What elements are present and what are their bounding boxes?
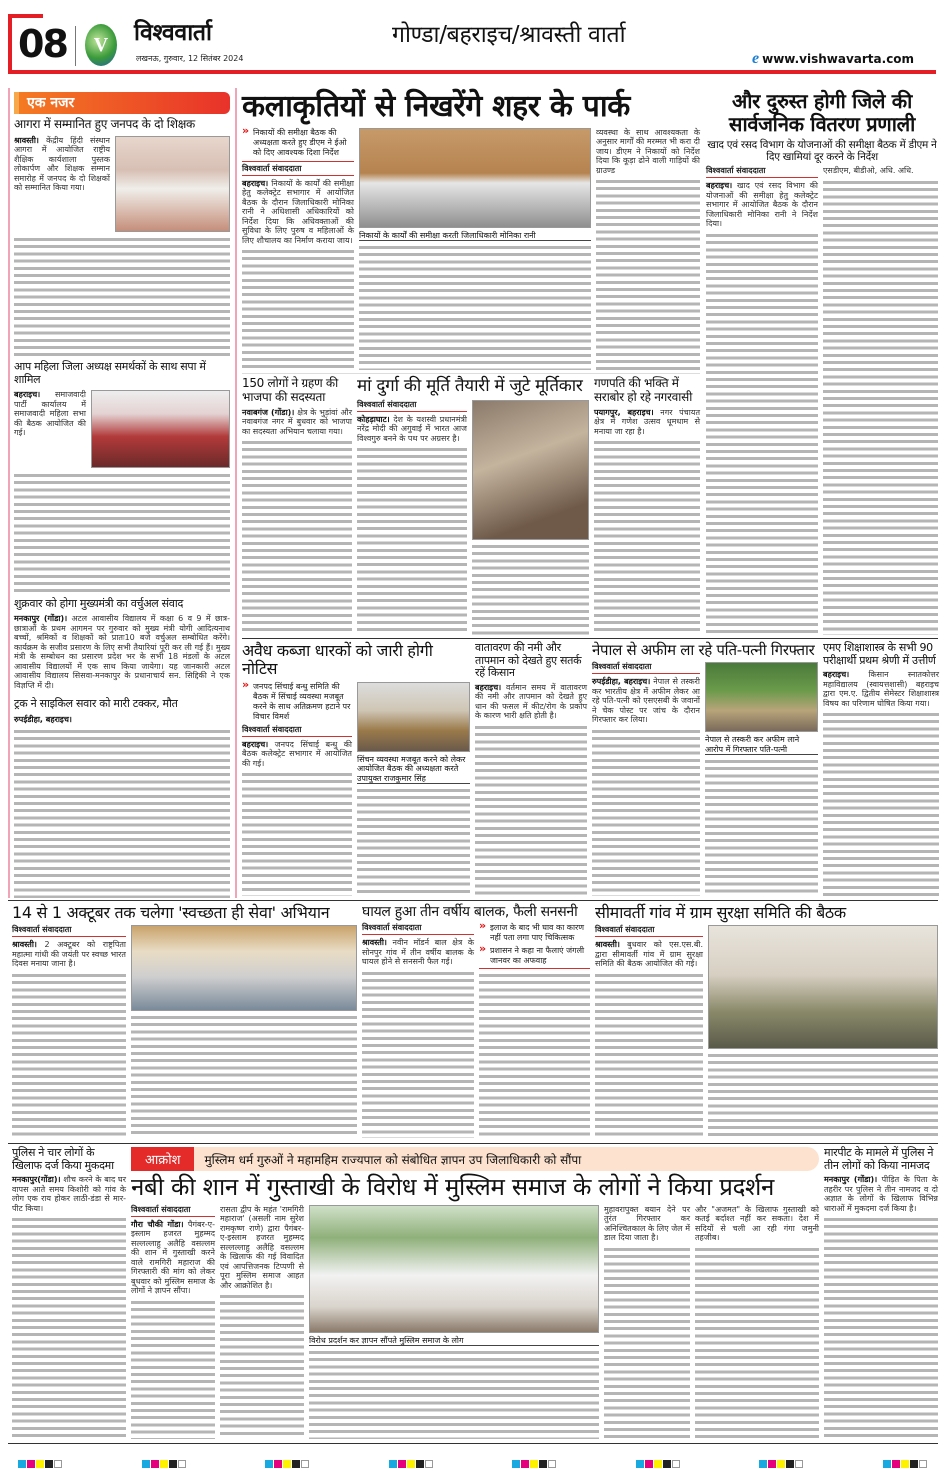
photo-review-meeting — [359, 128, 591, 228]
akrosh-banner — [131, 1147, 819, 1171]
assault-article: मनकापुर (गोंडा)। पीड़ित के पिता के तहरीर पर पुलिस ने तीन नामजद व दो अज्ञात के लोगों के खिलाफ विभिन्न धाराओं में मुकदमा दर्ज किया है। — [824, 1175, 938, 1213]
akrosh-headline: नबी की शान में गुस्ताखी के विरोध में मुस्लिम समाज के लोगों ने किया प्रदर्शन — [131, 1173, 775, 1201]
photo-aap-women — [91, 390, 230, 468]
left-column — [14, 92, 230, 898]
photo-teachers — [115, 136, 230, 232]
durga-headline: मां दुर्गा की मूर्ति तैयारी में जुटे मूर्तिकार — [357, 376, 583, 396]
photo-protest-memorandum — [309, 1205, 599, 1333]
akrosh-kicker: मुस्लिम धर्म गुरुओं ने महामहिम राज्यपाल को संबोधित ज्ञापन उप जिलाधिकारी को सौंपा — [204, 1152, 582, 1167]
opium-caption: नेपाल से तस्करी कर अफीम लाने आरोप में गिरफ्तार पति-पत्नी — [705, 735, 818, 755]
ganpati-article: पयागपुर, बहराइच। नगर पंचायत क्षेत्र में गणेश उत्सव धूमधाम से मनाया जा रहा है। — [594, 407, 700, 436]
encroach-caption: सिंचन व्यवस्था मजबूत करने को लेकर आयोजित बैठक की अध्यक्षता करते उपायुक्त राजकुमार सिंह — [357, 755, 470, 785]
pds-headline: और दुरुस्त होगी जिले की सार्वजनिक वितरण प्रणाली — [728, 89, 916, 136]
farmers-headline: वातावरण की नमी और तापमान को देखते हुए सतर्क रहें किसान — [475, 641, 582, 680]
headline-agra: आगरा में सम्मानित हुए जनपद के दो शिक्षक — [14, 117, 195, 131]
headline-truck: ट्रक ने साइकिल सवार को मारी टक्कर, मौत — [14, 697, 178, 711]
opium-article: रुपईडीहा, बहराइच। नेपाल से तस्करी कर भारतीय क्षेत्र में अफीम लेकर आ रहे पति-पत्नी को एसएसबी के जवानों ने चेक पोस्ट पर जांच के दौरान गिरफ्तार कर लिया। — [592, 677, 701, 725]
section-title: गोण्डा/बहराइच/श्रावस्ती वार्ता — [392, 22, 626, 48]
bjp-article: नवाबगंज (गोंडा)। क्षेत्र के भुड़ांवां और नवाबगंज नगर में बुधवार को भाजपा का सदस्यता अभियान चलाया गया। — [242, 407, 352, 436]
assault-headline: मारपीट के मामले में पुलिस ने तीन लोगों को किया नामजद — [824, 1146, 934, 1172]
ek-nazar-banner: एक नजर — [14, 92, 230, 114]
bjp-headline: 150 लोगों ने ग्रहण की भाजपा की सदस्यता — [242, 376, 338, 404]
opium-headline: नेपाल से अफीम ला रहे पति-पत्नी गिरफ्तार — [592, 641, 815, 659]
border-article: श्रावस्ती। बुधवार को एस.एस.बी. द्वारा सीमावर्ती गांव में ग्राम सुरक्षा समिति की बैठक आयोजित की गई। — [595, 940, 703, 969]
lead-subhead: » निकायों की समीक्षा बैठक की अध्यक्षता करते हुए डीएम ने ईओ को दिए आवश्यक दिशा निर्देश — [242, 128, 354, 158]
akrosh-article-col3: मुहावरापुक्त बयान देने पर तुरंत गिरफ्तार कर अनिश्चितकाल के लिए जेल में डाल दिया जाता है। — [604, 1204, 690, 1243]
pds-article-col2: एसडीएम, बीडीओ, अधि. अधि. — [823, 166, 914, 176]
photo-idol-maker — [472, 400, 589, 540]
article-truck: रुपईडीहा, बहराइच। — [14, 714, 72, 724]
pds-story: और दुरुस्त होगी जिले की सार्वजनिक वितरण प्रणाली खाद एवं रसद विभाग के योजनाओं की समीक्षा बैठक में डीएम ने दिए खामियां दूर करने के निर्देश विश्ववार्ता संवाददाता बहराइच। खाद एवं रसद विभाग की योजनाओं की समीक्षा हेतु कलेक्ट्रेट सभागार में आयोजित बैठक के दौरान जिलाधिकारी मोनिका रानी ने निर्देश दिया। एसडीएम, बीडीओ, अधि. अधि. — [706, 90, 938, 635]
paper-name: विश्ववार्ता — [134, 20, 212, 46]
website-link[interactable]: e www.vishwavarta.com — [752, 50, 915, 67]
color-registration-strip — [18, 1453, 928, 1472]
browser-e-icon: e — [752, 50, 760, 67]
ganpati-headline: गणपति की भक्ति में सराबोर हो रहे नगरवासी — [594, 376, 693, 404]
border-headline: सीमावर्ती गांव में ग्राम सुरक्षा समिति की बैठक — [595, 903, 846, 922]
swachhata-headline: 14 से 1 अक्टूबर तक चलेगा 'स्वच्छता ही सेवा' अभियान — [12, 903, 330, 922]
farmers-article: बहराइच। वर्तमान समय में वातावरण की नमी और तापमान को देखते हुए धान की फसल में कीट/रोग के प्रकोप के कारण भारी क्षति होती है। — [475, 682, 587, 721]
akrosh-article-col2: रासता द्वीप के महंत 'रामगिरी महाराज' (असली नाम सुरेश रामकृष्ण राणे) द्वारा पैगंबर-ए-इस्लाम हजरत मुहम्मद सल्लल्लाहु अलैहि वसल्लम के खिलाफ की गई विवादित एवं आपत्तिजनक टिप्पणी से पूरा मुस्लिम समाज आहत और आक्रोशित है। — [220, 1204, 304, 1290]
lead-headline: कलाकृतियों से निखरेंगे शहर के पार्क — [242, 89, 631, 124]
headline-aap: आप महिला जिला अध्यक्ष समर्थकों के साथ सपा में शामिल — [14, 360, 206, 386]
injured-headline: घायल हुआ तीन वर्षीय बालक, फैली सनसनी — [362, 904, 578, 920]
logo-icon: V — [85, 24, 117, 66]
encroach-headline: अवैध कब्जा धारकों को जारी होगी नोटिस — [242, 641, 433, 679]
akrosh-article-col4: और "अजमत" के खिलाफ गुस्ताखी को कतई बर्दाश्त नहीं कर सकता। देश में सदियों से चली आ रही गंगा जमुनी तहजीब। — [695, 1204, 819, 1243]
page-number: 08 — [18, 22, 67, 66]
dateline: लखनऊ, गुरुवार, 12 सितंबर 2024 — [136, 54, 244, 63]
swachhata-article: श्रावस्ती। 2 अक्टूबर को राष्ट्रपिता महात्मा गांधी की जयंती पर स्वच्छ भारत दिवस मनाया जाना है। — [12, 940, 126, 969]
encroach-article: बहराइच। जनपद सिंचाई बन्धु की बैठक कलेक्ट्रेट सभागार में आयोजित की गई। — [242, 739, 353, 768]
akrosh-caption: विरोध प्रदर्शन कर ज्ञापन सौंपते मुस्लिम समाज के लोग — [309, 1336, 599, 1347]
lead-article: बहराइच। निकायों के कार्यों की समीक्षा हेतु कलेक्ट्रेट सभागार में आयोजित बैठक के दौरान जिलाधिकारी मोनिका रानी ने अधिशासी अधिकारियों को निर्देश दिया कि अधिवक्ताओं की सुविधा के लिए पुरुष व महिलाओं के लिए शौचालय का निर्माण कराया जाय। — [242, 178, 354, 245]
headline-cm: शुक्रवार को होगा मुख्यमंत्री का वर्चुअल संवाद — [14, 596, 183, 610]
ma-article: बहराइच। किसान स्नातकोत्तर महाविद्यालय (स्वायत्तशासी) बहराइच द्वारा एम.ए. द्वितीय सेमेस्टर शिक्षाशास्त्र विषय का परिणाम घोषित किया गया। — [823, 670, 940, 708]
ma-headline: एमए शिक्षाशास्त्र के सभी 90 परीक्षार्थी प्रथम श्रेणी में उत्तीर्ण — [823, 641, 936, 667]
akrosh-tag: आक्रोश — [131, 1147, 194, 1171]
pds-subhead: खाद एवं रसद विभाग के योजनाओं की समीक्षा बैठक में डीएम ने दिए खामियां दूर करने के निर्देश — [707, 139, 937, 164]
article-cm: मनकापुर (गोंडा)। अटल आवासीय विद्यालय में कक्षा 6 व 9 में छात्र-छात्राओं के प्रथम आगमन पर गुरुवार को मुख्य मंत्री योगी आदित्यनाथ बच्चों, श्रमिकों व शिक्षकों को प्रातः10 बजे वर्चुअल सम्बोधित करेंगे। कार्यक्रम के सजीव प्रसारण के लिए सभी तैयारियां पूरी कर ली गई हैं। मुख्य मंत्री के सम्बोधन का प्रसारण प्रदेश भर के सभी 18 मंडलों के अटल आवासीय विद्यालयों में एक साथ किया जायेगा। यह जानकारी अटल आवासीय विद्यालय सिसवा-मनकापुर के प्रधानाचार्य सन. सिद्दिकी ने एक विज्ञप्ति में दी। — [14, 614, 230, 690]
pds-article: बहराइच। खाद एवं रसद विभाग की योजनाओं की समीक्षा हेतु कलेक्ट्रेट सभागार में आयोजित बैठक के दौरान जिलाधिकारी मोनिका रानी ने निर्देश दिया। — [706, 181, 818, 229]
article-agra: श्रावस्ती। केंद्रीय हिंदी संस्थान आगरा में आयोजित राष्ट्रीय शैक्षिक कार्यशाला पुस्तक लोकार्पण और शिक्षक सम्मान समारोह में जनपद के दो शिक्षकों को सम्मानित किया गया। — [14, 135, 110, 193]
injured-article: श्रावस्ती। नवीन मॉडर्न बाल क्षेत्र के सोनपुर गांव में तीन वर्षीय बालक के घायल होने से सनसनी फैल गई। — [362, 938, 474, 967]
injured-bullet-1: » इलाज के बाद भी घाव का कारण नहीं पता लगा पाए चिकित्सक — [479, 923, 590, 943]
police-four-article: मनकापुर(गोंडा)। शौच करने के बाद घर वापस आते समय किशोरी को गांव के लोग एक राय होकर लाठी-डंडा से मार-पीट किया। — [12, 1175, 126, 1213]
article-aap: बहराइच। समाजवादी पार्टी कार्यालय में समाजवादी महिला सभा की बैठक आयोजित की गई। — [14, 390, 86, 438]
photo-border-meeting — [708, 925, 938, 1049]
police-four-headline: पुलिस ने चार लोगों के खिलाफ दर्ज किया मुकदमा — [12, 1146, 114, 1172]
lead-caption: निकायों के कार्यों की समीक्षा करती जिलाधिकारी मोनिका रानी — [359, 231, 591, 242]
lead-article-col2: व्यवस्था के साथ आवश्यकता के अनुसार मार्गों की मरम्मत भी करा दी जाय। डीएम ने निकायों को निर्देश दिया कि कूड़ा ढोने वाली गाड़ियों की ग्राउण्ड — [596, 127, 700, 175]
photo-arrested-couple — [705, 662, 818, 732]
akrosh-article: गौरा चौकी गोंडा। पैगंबर-ए-इस्लाम हजरत मुहम्मद सल्लल्लाहु अलैहि वसल्लम की शान में गुस्ताखी करने वाले रामगिरी महाराज की गिरफ्तारी की मांग को लेकर बुधवार को मुस्लिम समाज के लोगों ने ज्ञापन सौंपा। — [131, 1219, 215, 1296]
encroach-subhead: » जनपद सिंचाई बन्धु समिति की बैठक में सिंचाई व्यवस्था मजबूत करने के साथ अतिक्रमण हटाने पर विचार विमर्श — [242, 682, 352, 722]
durga-article: कोहड़ाघाट। देश के यशस्वी प्रधानमंत्री नरेंद्र मोदी की अगुवाई में भारत आज विश्वगुरु बनने के पथ पर अग्रसर है। — [357, 414, 467, 443]
injured-bullet-2: » प्रशासन ने कहा ना फैलाएं जंगली जानवर का अफवाह — [479, 946, 590, 969]
photo-swachhata-meeting — [131, 925, 357, 1011]
photo-irrigation-meeting — [357, 682, 470, 752]
column-divider — [235, 88, 237, 898]
lead-story: कलाकृतियों से निखरेंगे शहर के पार्क » निकायों की समीक्षा बैठक की अध्यक्षता करते हुए डीएम ने ईओ को दिए आवश्यक दिशा निर्देश विश्ववार्ता संवाददाता बहराइच। निकायों के कार्यों की समीक्षा हेतु कलेक्ट्रेट सभागार में आयोजित बैठक के दौरान जिलाधिकारी मोनिका रानी ने अधिशासी अधिकारियों को निर्देश दिया कि अधिवक्ताओं की सुविधा के लिए पुरुष व महिलाओं के लिए शौचालय का निर्माण कराया जाय। निकायों के कार्यों की समीक्षा करती जिलाधिकारी मोनिका रानी व्यवस्था के साथ आवश्यकता के अनुसार मार्गों की मरम्मत भी करा दी जाय। डीएम ने निकायों को निर्देश दिया कि कूड़ा ढोने वाली गाड़ियों की ग्राउण्ड 150 लोगों ने ग्रहण की भाजपा की सदस्यता नवाबगंज (गोंडा)। क्षेत्र के भुड़ांवां और नवाबगंज नगर में बुधवार को भाजपा का सदस्यता अभियान चलाया गया। मां दुर्गा की मूर्ति तैयारी में जुटे मूर्तिकार विश्ववार्ता संवाददाता कोहड़ाघाट। देश के यशस्वी प्रधानमंत्री नरेंद्र मोदी की अगुवाई में भारत आज विश्वगुरु बनने के पथ पर अग्रसर है। गणपति की भक्ति में सराबोर हो रहे नगरवासी पयागपुर, बहराइच। नगर पंचायत क्षेत्र में गणेश उत्सव धूमधाम से मनाया जा रहा है। — [242, 90, 700, 635]
